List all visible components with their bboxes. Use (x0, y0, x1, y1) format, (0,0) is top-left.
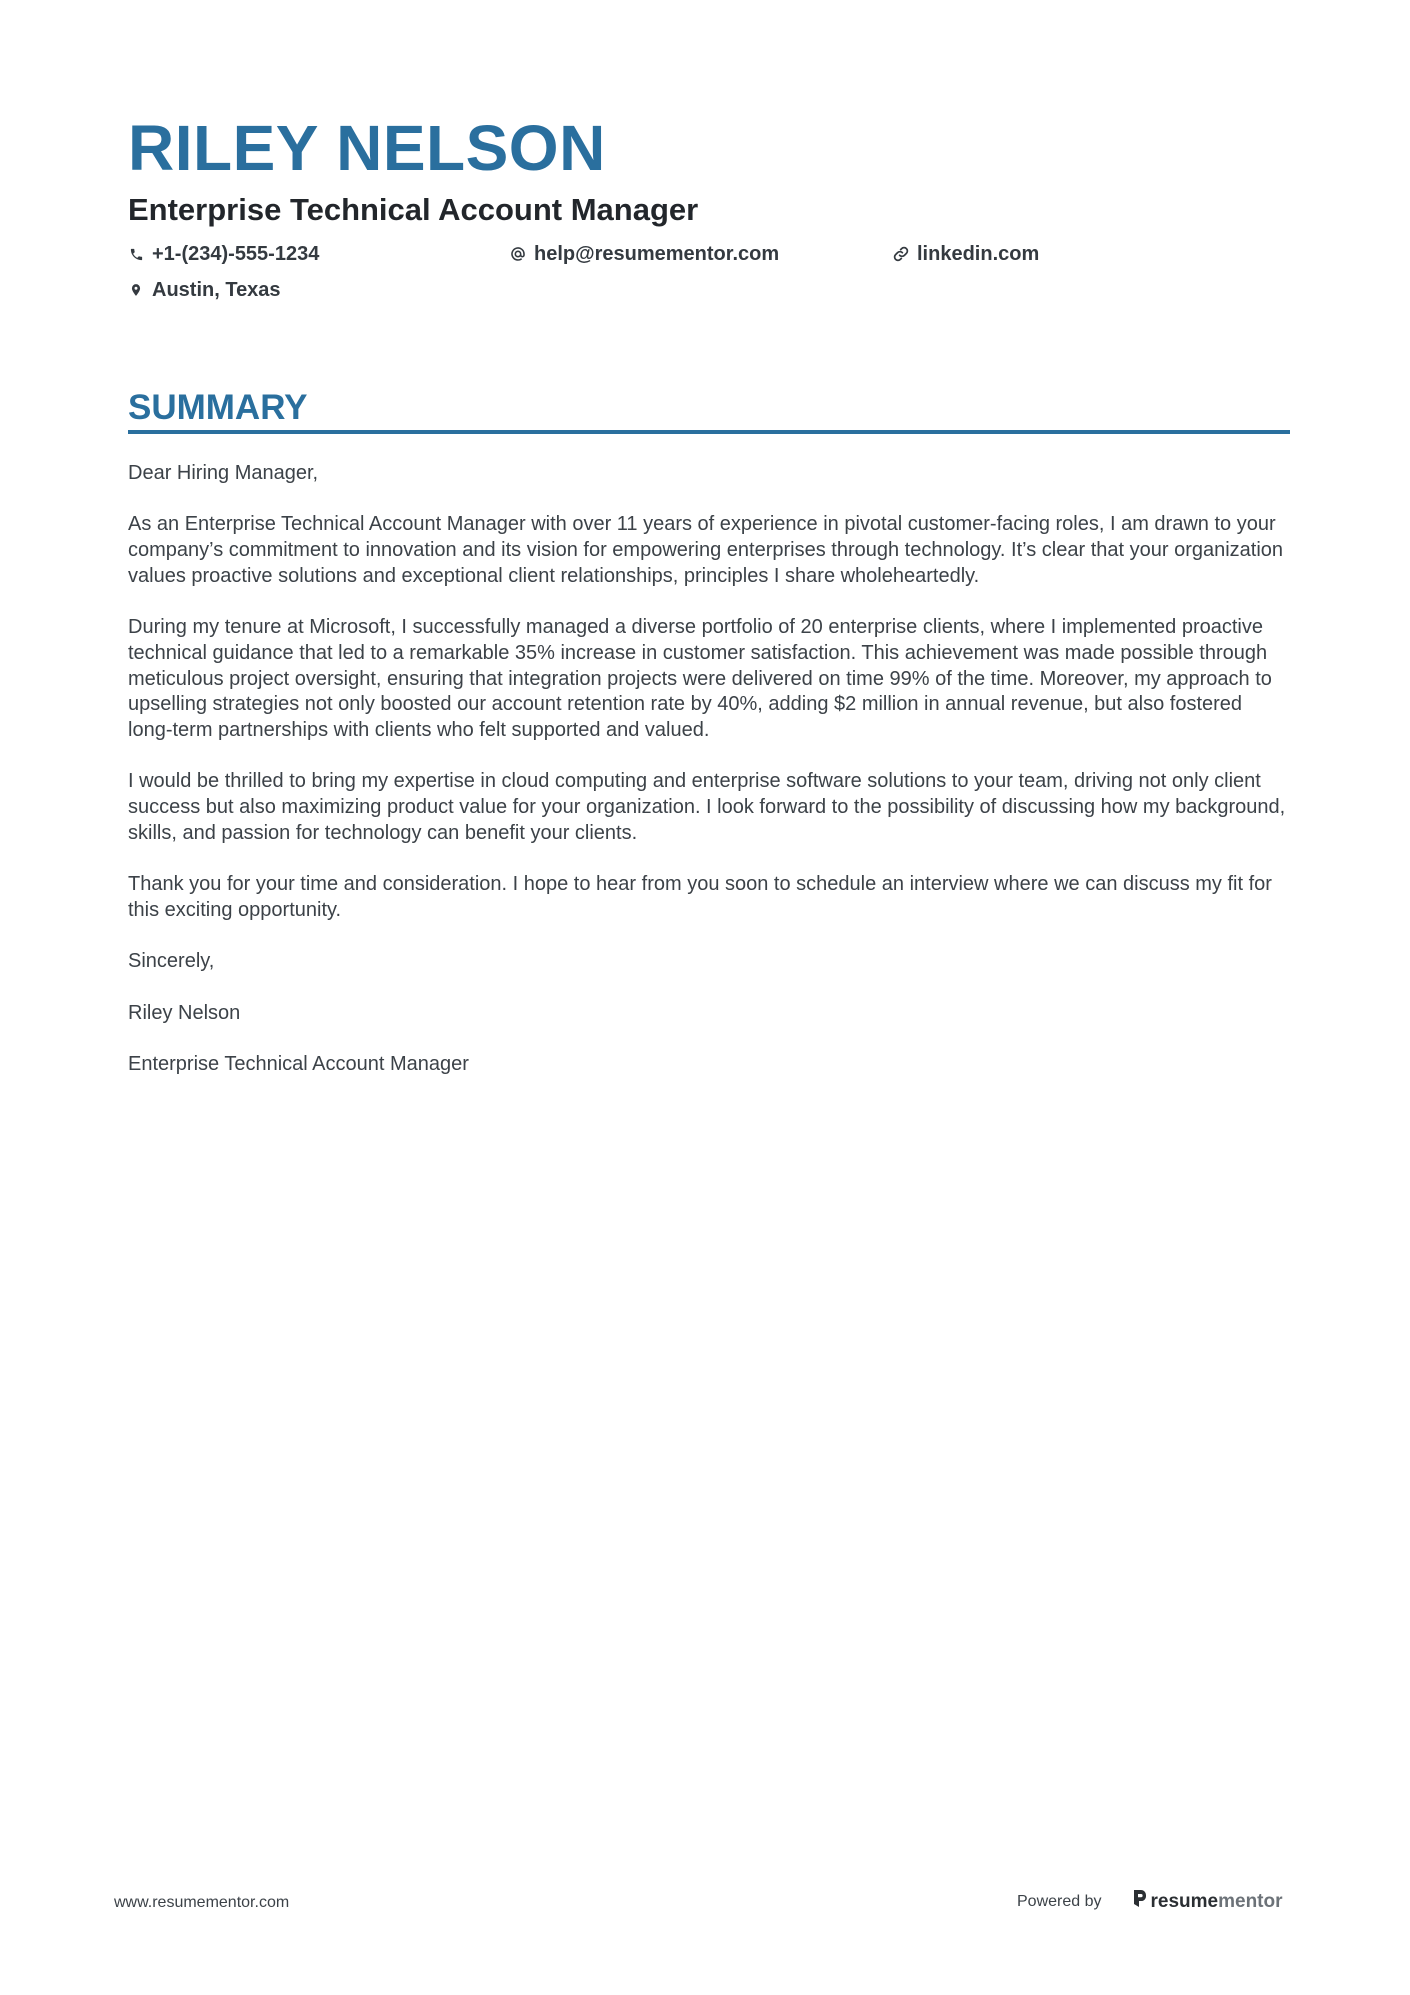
letter-paragraph: During my tenure at Microsoft, I successfully managed a diverse portfolio of 20 enterprise clients, where I implemented proactive technical guidance that led to a remarkable 35% increase in customer satisfaction. This achievement was made possible through meticulous project oversight, ensuring that integration projects were delivered on time 99% of the time. Moreover, my approach to upselling strategies not only boosted our account retention rate by 40%, adding $2 million in annual revenue, but also fostered long-term partnerships with clients who felt supported and valued. (128, 616, 1272, 741)
signature-name: Riley Nelson (128, 1001, 241, 1024)
letter-body (128, 461, 1290, 1103)
letter-paragraph: Thank you for your time and consideration. I hope to hear from you soon to schedule an interview where we can discuss my fit for this exciting opportunity. (128, 873, 1272, 921)
brand-name-part1: resume (1150, 1890, 1219, 1912)
signature-title: Enterprise Technical Account Manager (128, 1053, 469, 1076)
website-text: linkedin.com (917, 243, 1040, 265)
powered-by-text: Powered by (1017, 1892, 1102, 1910)
brand-name-part2: mentor (1218, 1890, 1283, 1912)
link-icon (893, 246, 909, 262)
contact-website (893, 241, 1039, 267)
candidate-title: Enterprise Technical Account Manager (128, 192, 699, 227)
letter-paragraph: As an Enterprise Technical Account Manager with over 11 years of experience in pivotal customer-facing roles, I am drawn to your company’s commitment to innovation and its vision for empowering enterprises through technology. It’s clear that your organization values proactive solutions and exceptional client relationships, principles I share wholeheartedly. (128, 513, 1284, 587)
contact-phone (128, 241, 319, 267)
footer-branding (1017, 1889, 1283, 1914)
candidate-name: RILEY NELSON (128, 112, 606, 184)
contact-email (510, 241, 779, 267)
email-text: help@resumementor.com (534, 243, 780, 265)
brand-logo (1132, 1889, 1283, 1914)
at-icon (510, 246, 526, 262)
phone-icon (128, 246, 144, 262)
footer-website: www.resumementor.com (114, 1894, 290, 1911)
location-text: Austin, Texas (152, 279, 281, 301)
contact-location (128, 277, 281, 303)
salutation: Dear Hiring Manager, (128, 462, 319, 484)
letter-paragraph: I would be thrilled to bring my expertise in cloud computing and enterprise software solutions to your team, driving not only client success but also maximizing product value for your organization. I look forward to the possibility of discussing how my background, skills, and passion for technology can benefit your clients. (128, 770, 1286, 844)
summary-heading: SUMMARY (128, 388, 308, 427)
map-pin-icon (128, 282, 144, 298)
resumementor-logo-icon (1132, 1889, 1148, 1914)
section-divider (128, 430, 1290, 434)
closing: Sincerely, (128, 950, 215, 973)
phone-text: +1-(234)-555-1234 (152, 243, 320, 265)
